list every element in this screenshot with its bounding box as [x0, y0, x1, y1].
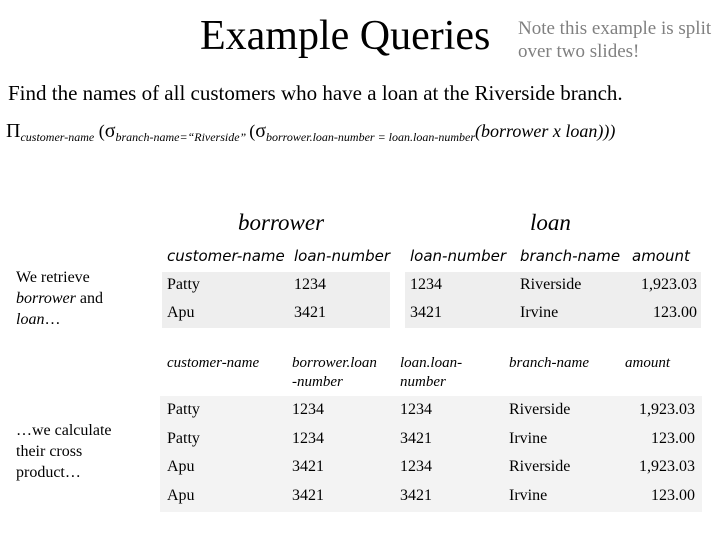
query-question: Find the names of all customers who have a loan at the Riverside branch. — [8, 81, 623, 105]
pi-subscript: customer-name — [20, 130, 95, 144]
borrower-cell: Apu — [167, 304, 195, 321]
product-cell: Riverside — [509, 401, 571, 418]
borrower-header-loan-number: loan-number — [294, 247, 390, 265]
product-cell: 1234 — [400, 401, 432, 418]
product-header-loan-loan-number — [400, 354, 462, 392]
loan-cell: Irvine — [520, 304, 559, 321]
product-cell: 123.00 — [651, 487, 695, 504]
product-cell: 1,923.03 — [639, 458, 695, 475]
sigma-symbol-1: σ — [104, 120, 116, 142]
product-cell: Patty — [167, 430, 200, 447]
header-line: loan.loan- — [400, 355, 463, 371]
cross-product-term: (borrower x loan))) — [475, 121, 616, 141]
product-cell: Irvine — [509, 487, 548, 504]
borrower-cell: 1234 — [294, 276, 326, 293]
loan-cell: 1234 — [410, 276, 442, 293]
loan-header-amount: amount — [632, 247, 690, 265]
loan-word: loan — [16, 311, 45, 328]
product-header-amount: amount — [625, 355, 670, 371]
header-line: -number — [292, 374, 343, 390]
product-header-branch-name: branch-name — [509, 355, 589, 371]
sigma-symbol-2: σ — [255, 120, 267, 142]
product-cell: 1,923.03 — [639, 401, 695, 418]
sigma-subscript-1: branch-name=“Riverside” — [115, 130, 250, 144]
open-paren-2: ( — [249, 121, 256, 141]
product-cell: 123.00 — [651, 430, 695, 447]
product-header-customer-name: customer-name — [167, 355, 260, 371]
side-note-1-line-1: We retrieve — [16, 269, 90, 286]
product-header-borrower-loan-number — [292, 354, 377, 392]
product-cell: 3421 — [400, 487, 432, 504]
loan-cell: 3421 — [410, 304, 442, 321]
side-note-2-line-1: …we calculate — [16, 422, 112, 439]
product-cell: 1234 — [292, 401, 324, 418]
loan-cell: 1,923.03 — [641, 276, 697, 293]
loan-header-loan-number: loan-number — [410, 247, 506, 265]
product-cell: Patty — [167, 401, 200, 418]
side-note-2-line-2: their cross — [16, 443, 83, 460]
borrower-table-name: borrower — [238, 210, 325, 235]
product-cell: 3421 — [292, 458, 324, 475]
product-cell: 3421 — [400, 430, 432, 447]
product-cell: Apu — [167, 458, 195, 475]
loan-cell: Riverside — [520, 276, 582, 293]
open-paren-1: ( — [94, 121, 105, 141]
product-cell: 1234 — [400, 458, 432, 475]
side-note-1-line-2 — [16, 288, 103, 309]
loan-cell: 123.00 — [653, 304, 697, 321]
side-note-retrieve — [16, 267, 103, 330]
borrower-cell: 3421 — [294, 304, 326, 321]
and-word: and — [75, 290, 103, 307]
slide-note: Note this example is split over two slides! — [518, 18, 712, 62]
product-cell: Apu — [167, 487, 195, 504]
loan-header-branch-name: branch-name — [520, 247, 621, 265]
product-cell: Riverside — [509, 458, 571, 475]
ellipsis: … — [44, 311, 61, 328]
loan-table-name: loan — [530, 210, 571, 235]
header-line: number — [400, 374, 446, 390]
sigma-subscript-2: borrower.loan-number = loan.loan-number — [266, 130, 475, 144]
side-note-cross-product — [16, 420, 112, 483]
side-note-2-line-3: product… — [16, 464, 81, 481]
relational-algebra-expression — [6, 118, 615, 150]
pi-symbol: Π — [6, 120, 21, 142]
borrower-header-customer-name: customer-name — [167, 247, 285, 265]
product-cell: Irvine — [509, 430, 548, 447]
borrower-cell: Patty — [167, 276, 200, 293]
product-cell: 1234 — [292, 430, 324, 447]
slide-title: Example Queries — [200, 13, 491, 59]
header-line: borrower.loan — [292, 355, 377, 371]
product-cell: 3421 — [292, 487, 324, 504]
side-note-1-line-3 — [16, 309, 103, 330]
borrower-word: borrower — [16, 290, 76, 307]
